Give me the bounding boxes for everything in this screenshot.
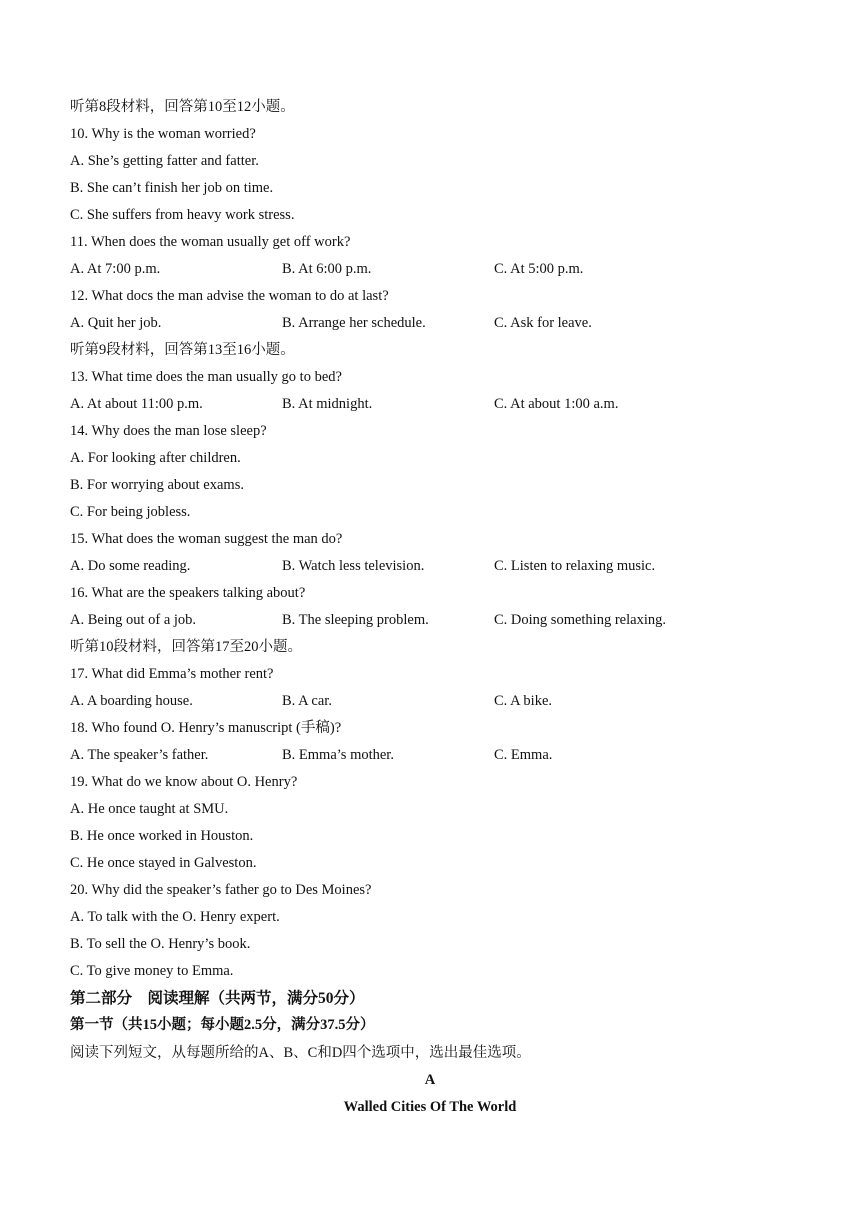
q13-option-c: C. At about 1:00 a.m. <box>494 396 619 412</box>
q11-option-a: A. At 7:00 p.m. <box>70 261 161 277</box>
part2-instruction: 阅读下列短文，从每题所给的A、B、C和D四个选项中，选出最佳选项。 <box>70 1045 531 1061</box>
q15-option-c: C. Listen to relaxing music. <box>494 558 656 574</box>
q20-option-a: A. To talk with the O. Henry expert. <box>70 909 280 925</box>
q12-question: 12. What docs the man advise the woman to do at last? <box>70 288 389 304</box>
q17-question: 17. What did Emma’s mother rent? <box>70 666 274 682</box>
q15-question: 15. What does the woman suggest the man do? <box>70 531 343 547</box>
q14-option-b: B. For worrying about exams. <box>70 477 244 493</box>
section10-intro: 听第10段材料，回答第17至20小题。 <box>70 639 302 655</box>
q17-option-a: A. A boarding house. <box>70 693 193 709</box>
passage-letter: A <box>424 1072 436 1088</box>
q15-options <box>70 553 800 580</box>
q11-options <box>70 256 800 283</box>
q17-option-c: C. A bike. <box>494 693 553 709</box>
q16-options <box>70 607 800 634</box>
q16-option-a: A. Being out of a job. <box>70 612 197 628</box>
q11-question: 11. When does the woman usually get off work? <box>70 234 351 250</box>
q13-options <box>70 391 800 418</box>
q20-question: 20. Why did the speaker’s father go to Des Moines? <box>70 882 372 898</box>
part2-subheading: 第一节（共15小题；每小题2.5分，满分37.5分） <box>70 1017 375 1033</box>
q18-option-b: B. Emma’s mother. <box>282 747 394 763</box>
q13-question: 13. What time does the man usually go to bed? <box>70 369 342 385</box>
q10-option-a: A. She’s getting fatter and fatter. <box>70 153 259 169</box>
q18-question: 18. Who found O. Henry’s manuscript (手稿)? <box>70 720 342 736</box>
q10-question: 10. Why is the woman worried? <box>70 126 256 142</box>
q10-option-c: C. She suffers from heavy work stress. <box>70 207 295 223</box>
q19-option-c: C. He once stayed in Galveston. <box>70 855 257 871</box>
passage-title: Walled Cities Of The World <box>343 1099 517 1115</box>
q15-option-a: A. Do some reading. <box>70 558 191 574</box>
q16-option-b: B. The sleeping problem. <box>282 612 429 628</box>
q12-option-c: C. Ask for leave. <box>494 315 592 331</box>
q19-question: 19. What do we know about O. Henry? <box>70 774 298 790</box>
q12-option-a: A. Quit her job. <box>70 315 162 331</box>
q18-options <box>70 742 800 769</box>
q14-option-c: C. For being jobless. <box>70 504 191 520</box>
q13-option-a: A. At about 11:00 p.m. <box>70 396 203 412</box>
q14-question: 14. Why does the man lose sleep? <box>70 423 267 439</box>
part2-heading: 第二部分 阅读理解（共两节，满分50分） <box>70 990 365 1007</box>
q12-option-b: B. Arrange her schedule. <box>282 315 426 331</box>
section9-intro: 听第9段材料，回答第13至16小题。 <box>70 342 295 358</box>
q19-option-a: A. He once taught at SMU. <box>70 801 229 817</box>
q12-options <box>70 310 800 337</box>
q18-option-c: C. Emma. <box>494 747 553 763</box>
q11-option-c: C. At 5:00 p.m. <box>494 261 584 277</box>
q15-option-b: B. Watch less television. <box>282 558 425 574</box>
q16-option-c: C. Doing something relaxing. <box>494 612 666 628</box>
q17-option-b: B. A car. <box>282 693 332 709</box>
q10-option-b: B. She can’t finish her job on time. <box>70 180 274 196</box>
q20-option-b: B. To sell the O. Henry’s book. <box>70 936 251 952</box>
q20-option-c: C. To give money to Emma. <box>70 963 234 979</box>
q16-question: 16. What are the speakers talking about? <box>70 585 306 601</box>
q13-option-b: B. At midnight. <box>282 396 373 412</box>
q11-option-b: B. At 6:00 p.m. <box>282 261 372 277</box>
q17-options <box>70 688 800 715</box>
q14-option-a: A. For looking after children. <box>70 450 241 466</box>
q19-option-b: B. He once worked in Houston. <box>70 828 254 844</box>
section8-intro: 听第8段材料，回答第10至12小题。 <box>70 99 295 115</box>
q18-option-a: A. The speaker’s father. <box>70 747 209 763</box>
